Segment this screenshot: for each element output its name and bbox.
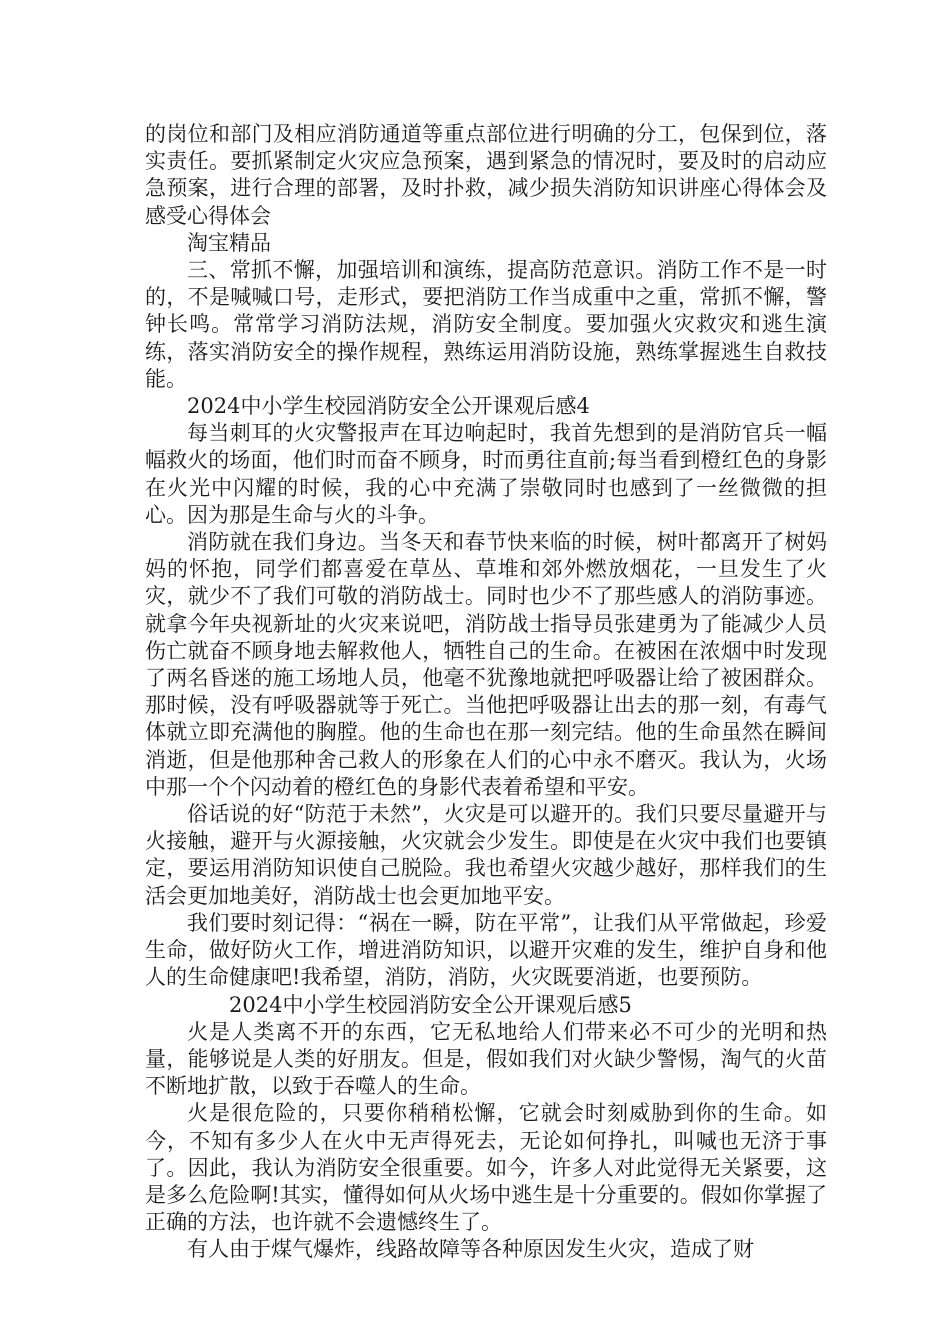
- paragraph: 我们要时刻记得：“祸在一瞬，防在平常”，让我们从平常做起，珍爱生命，做好防火工作，增进消防知识，以避开灾难的发生，维护自身和他人的生命健康吧!我希望，消防，消防，火灾既要消逝，也要预防。: [145, 910, 827, 990]
- paragraph: 淘宝精品: [187, 230, 271, 255]
- document-body: [145, 121, 827, 1264]
- paragraph: 有人由于煤气爆炸，线路故障等各种原因发生火灾，造成了财: [187, 1237, 754, 1262]
- section-heading: 2024中小学生校园消防安全公开课观后感5: [229, 992, 632, 1017]
- paragraph: 的岗位和部门及相应消防通道等重点部位进行明确的分工，包保到位，落实责任。要抓紧制定火灾应急预案，遇到紧急的情况时，要及时的启动应急预案，进行合理的部署，及时扑救，减少损失消防知识讲座心得体会及感受心得体会: [145, 122, 827, 228]
- paragraph: 火是很危险的，只要你稍稍松懈，它就会时刻威胁到你的生命。如今，不知有多少人在火中无声得死去，无论如何挣扎，叫喊也无济于事了。因此，我认为消防安全很重要。如今，许多人对此觉得无关紧要，这是多么危险啊!其实，懂得如何从火场中逃生是十分重要的。假如你掌握了正确的方法，也许就不会遗憾终生了。: [145, 1101, 827, 1235]
- paragraph: 俗话说的好“防范于未然”，火灾是可以避开的。我们只要尽量避开与火接触，避开与火源接触，火灾就会少发生。即使是在火灾中我们也要镇定，要运用消防知识使自己脱险。我也希望火灾越少越好，那样我们的生活会更加地美好，消防战士也会更加地平安。: [145, 802, 827, 908]
- paragraph: 火是人类离不开的东西，它无私地给人们带来必不可少的光明和热量，能够说是人类的好朋友。但是，假如我们对火缺少警惕，淘气的火苗不断地扩散，以致于吞噬人的生命。: [145, 1019, 827, 1099]
- paragraph: 消防就在我们身边。当冬天和春节快来临的时候，树叶都离开了树妈妈的怀抱，同学们都喜爱在草丛、草堆和郊外燃放烟花，一旦发生了火灾，就少不了我们可敬的消防战士。同时也少不了那些感人的消防事迹。就拿今年央视新址的火灾来说吧，消防战士指导员张建勇为了能减少人员伤亡就奋不顾身地去解救他人，牺牲自己的生命。在被困在浓烟中时发现了两名昏迷的施工场地人员，他毫不犹豫地就把呼吸器让给了被困群众。那时候，没有呼吸器就等于死亡。当他把呼吸器让出去的那一刻，有毒气体就立即充满他的胸膛。他的生命也在那一刻完结。他的生命虽然在瞬间消逝，但是他那种舍己救人的形象在人们的心中永不磨灭。我认为，火场中那一个个闪动着的橙红色的身影代表着希望和平安。: [145, 530, 827, 799]
- section-heading: 2024中小学生校园消防安全公开课观后感4: [187, 394, 590, 419]
- paragraph: 三、常抓不懈，加强培训和演练，提高防范意识。消防工作不是一时的，不是喊喊口号，走形式，要把消防工作当成重中之重，常抓不懈，警钟长鸣。常常学习消防法规，消防安全制度。要加强火灾救灾和逃生演练，落实消防安全的操作规程，熟练运用消防设施，熟练掌握逃生自救技能。: [145, 258, 827, 391]
- paragraph: 每当刺耳的火灾警报声在耳边响起时，我首先想到的是消防官兵一幅幅救火的场面，他们时而奋不顾身，时而勇往直前;每当看到橙红色的身影在火光中闪耀的时候，我的心中充满了崇敬同时也感到了一丝微微的担心。因为那是生命与火的斗争。: [145, 421, 827, 527]
